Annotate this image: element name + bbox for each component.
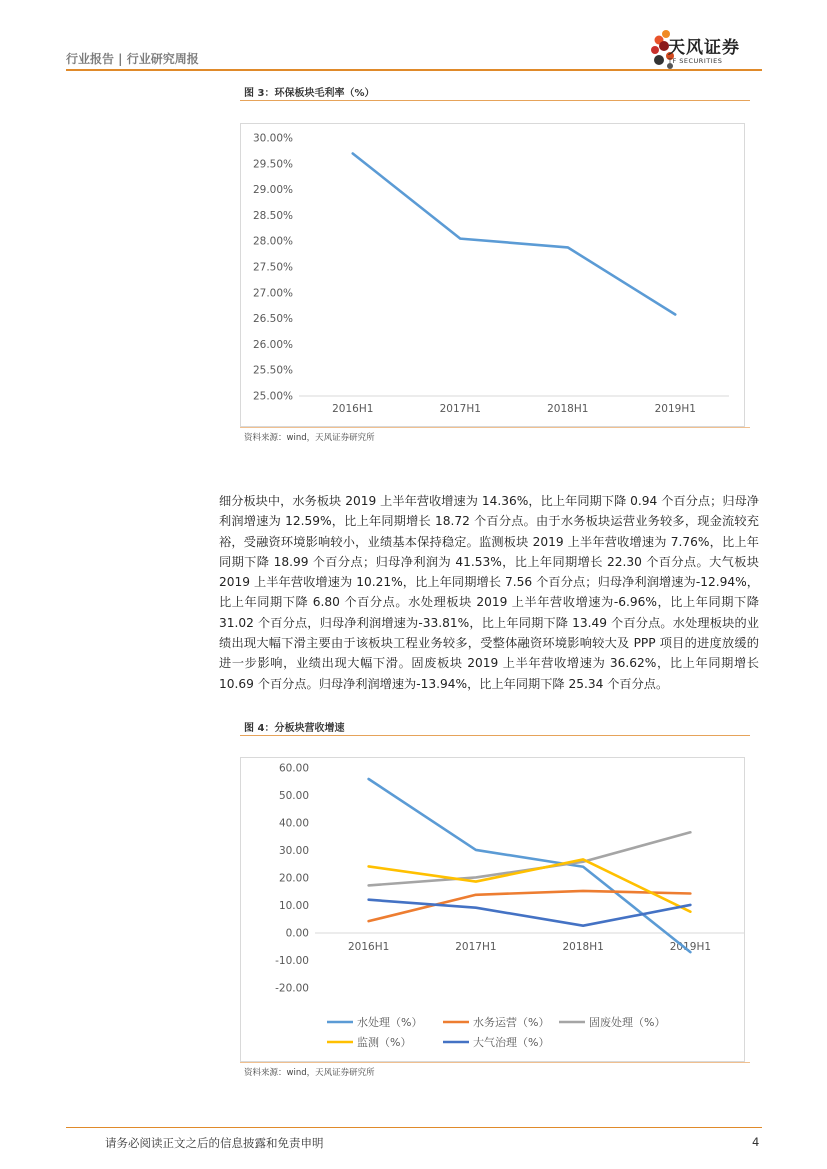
- fig4-legend-label: 水务运营（%）: [473, 1016, 550, 1029]
- figure3-title: 图 3：环保板块毛利率（%）: [244, 88, 375, 99]
- fig4-x-tick-label: 2019H1: [669, 941, 712, 953]
- fig4-x-tick-label: 2016H1: [347, 941, 390, 953]
- fig3-series-line-0: [353, 153, 676, 314]
- fig4-y-tick-label: 30.00: [278, 845, 309, 857]
- fig4-y-tick-label: 20.00: [278, 872, 309, 885]
- fig4-y-tick-label: 60.00: [278, 762, 309, 775]
- fig4-x-tick-label: 2017H1: [455, 941, 497, 953]
- footer-disclaimer: 请务必阅读正文之后的信息披露和免责申明: [105, 1136, 324, 1150]
- fig3-y-tick-label: 28.50%: [252, 209, 293, 222]
- fig4-legend-label: 固废处理（%）: [589, 1016, 666, 1029]
- logo-name: 天风证券: [668, 38, 740, 58]
- fig3-y-tick-label: 30.00%: [252, 132, 293, 145]
- figure3-top-rule: [240, 100, 750, 101]
- figure4-top-rule: [240, 735, 750, 736]
- fig3-y-tick-label: 25.50%: [252, 364, 293, 377]
- fig4-y-tick-label: 0.00: [285, 927, 309, 940]
- fig3-x-tick-label: 2016H1: [332, 403, 374, 415]
- fig3-y-tick-label: 29.50%: [252, 158, 293, 171]
- fig4-legend-label: 大气治理（%）: [473, 1036, 550, 1049]
- fig4-y-tick-label: -20.00: [275, 982, 309, 995]
- figure4-chart: [241, 758, 744, 1061]
- fig4-y-tick-label: 50.00: [278, 790, 309, 802]
- figure4-chart-frame: [240, 757, 745, 1062]
- figure4-bottom-rule: [240, 1062, 750, 1063]
- fig4-series-line-0: [369, 779, 691, 952]
- figure3-source: 资料来源：wind，天风证券研究所: [244, 433, 375, 443]
- fig4-legend-label: 监测（%）: [357, 1036, 412, 1049]
- fig4-legend-label: 水处理（%）: [357, 1016, 423, 1029]
- logo-subtitle: TF SECURITIES: [668, 57, 723, 65]
- fig3-y-tick-label: 27.50%: [252, 261, 293, 274]
- figure3-chart-frame: [240, 123, 745, 427]
- fig4-y-tick-label: 10.00: [278, 900, 309, 912]
- fig3-x-tick-label: 2018H1: [547, 403, 589, 415]
- fig3-y-tick-label: 29.00%: [252, 184, 293, 197]
- footer-divider: [66, 1127, 762, 1128]
- fig3-x-tick-label: 2017H1: [439, 403, 481, 415]
- fig3-y-tick-label: 27.00%: [252, 287, 293, 300]
- fig3-y-tick-label: 25.00%: [252, 390, 293, 403]
- figure3-bottom-rule: [240, 427, 750, 428]
- fig3-y-tick-label: 26.00%: [252, 338, 293, 351]
- fig4-y-tick-label: -10.00: [275, 955, 309, 967]
- page-number: 4: [752, 1135, 760, 1149]
- fig3-y-tick-label: 26.50%: [252, 313, 293, 326]
- fig3-x-tick-label: 2019H1: [654, 403, 696, 415]
- fig4-y-tick-label: 40.00: [278, 817, 309, 830]
- fig4-x-tick-label: 2018H1: [562, 941, 604, 953]
- analysis-paragraph: 细分板块中，水务板块 2019 上半年营收增速为 14.36%，比上年同期下降 0.94 个百分点；归母净利润增速为 12.59%，比上年同期增长 18.72 个百分点。由于水务板块运营业务较多，现金流较充裕，受融资环境影响较小，业绩基本保持稳定。监测板块 2019 上半年营收增速为 7.76%，比上年同期下降 18.99 个百分点；归母净利润为 41.53%，比上年同期增长 22.30 个百分点。大气板块 2019 上半年营收增速为 10.21%，比上年同期增长 7.56 个百分点；归母净利润增速为-12.94%，比上年同期下降 6.80 个百分点。水处理板块 2019 上半年营收增速为-6.96%，比上年同期下降 31.02 个百分点，归母净利润增速为-33.81%，比上年同期下降 13.49 个百分点。水处理板块的业绩出现大幅下滑主要由于该板块工程业务较多，受整体融资环境影响较大及 PPP 项目的进度放缓的进一步影响，业绩出现大幅下滑。固废板块 2019 上半年营收增速为 36.62%，比上年同期增长 10.69 个百分点。归母净利润增速为-13.94%，比上年同期下降 25.34 个百分点。: [219, 494, 759, 691]
- figure3-chart: [241, 124, 744, 426]
- figure4-title: 图 4：分板块营收增速: [244, 723, 345, 734]
- report-header-label: 行业报告 | 行业研究周报: [66, 52, 199, 66]
- fig3-y-tick-label: 28.00%: [252, 235, 293, 248]
- figure4-source: 资料来源：wind，天风证券研究所: [244, 1068, 375, 1078]
